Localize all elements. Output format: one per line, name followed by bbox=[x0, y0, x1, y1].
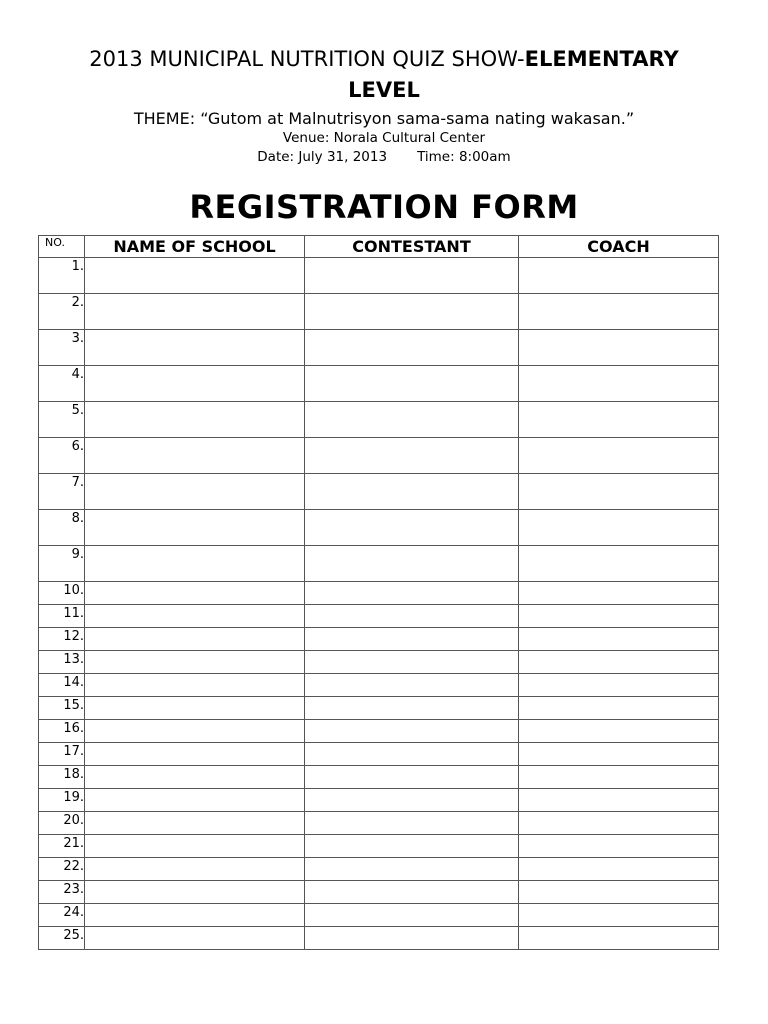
coach-cell[interactable] bbox=[519, 546, 719, 582]
school-name-cell[interactable] bbox=[85, 720, 305, 743]
theme-label: THEME: bbox=[133, 109, 196, 128]
table-row bbox=[39, 651, 719, 674]
contestant-cell[interactable] bbox=[305, 628, 519, 651]
school-name-cell[interactable] bbox=[85, 904, 305, 927]
coach-cell[interactable] bbox=[519, 366, 719, 402]
school-name-cell[interactable] bbox=[85, 881, 305, 904]
table-row bbox=[39, 881, 719, 904]
table-row bbox=[39, 743, 719, 766]
column-header-coach: COACH bbox=[519, 236, 719, 258]
row-number: 5. bbox=[39, 402, 85, 438]
coach-cell[interactable] bbox=[519, 438, 719, 474]
event-title bbox=[0, 44, 768, 75]
row-number: 1. bbox=[39, 258, 85, 294]
coach-cell[interactable] bbox=[519, 628, 719, 651]
event-date: Date: July 31, 2013 bbox=[257, 149, 388, 165]
coach-cell[interactable] bbox=[519, 697, 719, 720]
coach-cell[interactable] bbox=[519, 258, 719, 294]
row-number: 3. bbox=[39, 330, 85, 366]
table-row bbox=[39, 438, 719, 474]
coach-cell[interactable] bbox=[519, 858, 719, 881]
contestant-cell[interactable] bbox=[305, 366, 519, 402]
row-number: 19. bbox=[39, 789, 85, 812]
school-name-cell[interactable] bbox=[85, 402, 305, 438]
coach-cell[interactable] bbox=[519, 766, 719, 789]
theme-line bbox=[0, 109, 768, 129]
row-number: 13. bbox=[39, 651, 85, 674]
event-title-level-line2: LEVEL bbox=[348, 78, 420, 102]
table-row bbox=[39, 294, 719, 330]
coach-cell[interactable] bbox=[519, 835, 719, 858]
contestant-cell[interactable] bbox=[305, 881, 519, 904]
column-header-contestant: CONTESTANT bbox=[305, 236, 519, 258]
table-header-row bbox=[39, 236, 719, 258]
coach-cell[interactable] bbox=[519, 812, 719, 835]
coach-cell[interactable] bbox=[519, 402, 719, 438]
contestant-cell[interactable] bbox=[305, 605, 519, 628]
table-row bbox=[39, 258, 719, 294]
table-row bbox=[39, 674, 719, 697]
registration-table bbox=[38, 235, 719, 950]
table-row bbox=[39, 812, 719, 835]
contestant-cell[interactable] bbox=[305, 546, 519, 582]
event-title-prefix: 2013 MUNICIPAL NUTRITION QUIZ SHOW- bbox=[89, 47, 525, 71]
event-title-level: ELEMENTARY bbox=[524, 47, 679, 71]
coach-cell[interactable] bbox=[519, 294, 719, 330]
row-number: 17. bbox=[39, 743, 85, 766]
contestant-cell[interactable] bbox=[305, 904, 519, 927]
contestant-cell[interactable] bbox=[305, 674, 519, 697]
table-row bbox=[39, 402, 719, 438]
school-name-cell[interactable] bbox=[85, 766, 305, 789]
contestant-cell[interactable] bbox=[305, 582, 519, 605]
date-time-line bbox=[0, 148, 768, 167]
school-name-cell[interactable] bbox=[85, 697, 305, 720]
coach-cell[interactable] bbox=[519, 881, 719, 904]
table-row bbox=[39, 546, 719, 582]
coach-cell[interactable] bbox=[519, 510, 719, 546]
contestant-cell[interactable] bbox=[305, 766, 519, 789]
coach-cell[interactable] bbox=[519, 605, 719, 628]
school-name-cell[interactable] bbox=[85, 510, 305, 546]
school-name-cell[interactable] bbox=[85, 743, 305, 766]
table-row bbox=[39, 330, 719, 366]
school-name-cell[interactable] bbox=[85, 605, 305, 628]
school-name-cell[interactable] bbox=[85, 474, 305, 510]
contestant-cell[interactable] bbox=[305, 438, 519, 474]
contestant-cell[interactable] bbox=[305, 835, 519, 858]
contestant-cell[interactable] bbox=[305, 258, 519, 294]
row-number: 4. bbox=[39, 366, 85, 402]
school-name-cell[interactable] bbox=[85, 258, 305, 294]
school-name-cell[interactable] bbox=[85, 651, 305, 674]
registration-rows bbox=[39, 258, 719, 950]
row-number: 9. bbox=[39, 546, 85, 582]
contestant-cell[interactable] bbox=[305, 510, 519, 546]
table-row bbox=[39, 927, 719, 950]
school-name-cell[interactable] bbox=[85, 582, 305, 605]
row-number: 22. bbox=[39, 858, 85, 881]
school-name-cell[interactable] bbox=[85, 330, 305, 366]
row-number: 25. bbox=[39, 927, 85, 950]
venue-line: Venue: Norala Cultural Center bbox=[282, 130, 486, 146]
coach-cell[interactable] bbox=[519, 720, 719, 743]
school-name-cell[interactable] bbox=[85, 438, 305, 474]
column-header-school: NAME OF SCHOOL bbox=[85, 236, 305, 258]
row-number: 14. bbox=[39, 674, 85, 697]
table-row bbox=[39, 605, 719, 628]
table-row bbox=[39, 510, 719, 546]
contestant-cell[interactable] bbox=[305, 927, 519, 950]
table-row bbox=[39, 366, 719, 402]
contestant-cell[interactable] bbox=[305, 294, 519, 330]
contestant-cell[interactable] bbox=[305, 330, 519, 366]
school-name-cell[interactable] bbox=[85, 812, 305, 835]
school-name-cell[interactable] bbox=[85, 835, 305, 858]
table-row bbox=[39, 858, 719, 881]
table-row bbox=[39, 720, 719, 743]
contestant-cell[interactable] bbox=[305, 720, 519, 743]
coach-cell[interactable] bbox=[519, 474, 719, 510]
row-number: 6. bbox=[39, 438, 85, 474]
coach-cell[interactable] bbox=[519, 330, 719, 366]
row-number: 8. bbox=[39, 510, 85, 546]
row-number: 10. bbox=[39, 582, 85, 605]
school-name-cell[interactable] bbox=[85, 294, 305, 330]
row-number: 24. bbox=[39, 904, 85, 927]
row-number: 15. bbox=[39, 697, 85, 720]
coach-cell[interactable] bbox=[519, 651, 719, 674]
table-row bbox=[39, 474, 719, 510]
theme-text: “Gutom at Malnutrisyon sama-sama nating wakasan.” bbox=[200, 109, 635, 128]
table-row bbox=[39, 628, 719, 651]
event-time: Time: 8:00am bbox=[417, 149, 511, 165]
row-number: 18. bbox=[39, 766, 85, 789]
table-row bbox=[39, 582, 719, 605]
contestant-cell[interactable] bbox=[305, 697, 519, 720]
coach-cell[interactable] bbox=[519, 927, 719, 950]
contestant-cell[interactable] bbox=[305, 743, 519, 766]
school-name-cell[interactable] bbox=[85, 366, 305, 402]
coach-cell[interactable] bbox=[519, 743, 719, 766]
row-number: 21. bbox=[39, 835, 85, 858]
contestant-cell[interactable] bbox=[305, 858, 519, 881]
table-row bbox=[39, 789, 719, 812]
contestant-cell[interactable] bbox=[305, 651, 519, 674]
coach-cell[interactable] bbox=[519, 789, 719, 812]
row-number: 11. bbox=[39, 605, 85, 628]
table-row bbox=[39, 904, 719, 927]
row-number: 16. bbox=[39, 720, 85, 743]
coach-cell[interactable] bbox=[519, 674, 719, 697]
school-name-cell[interactable] bbox=[85, 858, 305, 881]
contestant-cell[interactable] bbox=[305, 402, 519, 438]
row-number: 20. bbox=[39, 812, 85, 835]
contestant-cell[interactable] bbox=[305, 789, 519, 812]
school-name-cell[interactable] bbox=[85, 789, 305, 812]
table-row bbox=[39, 697, 719, 720]
contestant-cell[interactable] bbox=[305, 474, 519, 510]
column-header-no: NO. bbox=[39, 236, 85, 258]
school-name-cell[interactable] bbox=[85, 674, 305, 697]
row-number: 2. bbox=[39, 294, 85, 330]
school-name-cell[interactable] bbox=[85, 628, 305, 651]
contestant-cell[interactable] bbox=[305, 812, 519, 835]
coach-cell[interactable] bbox=[519, 904, 719, 927]
coach-cell[interactable] bbox=[519, 582, 719, 605]
form-title: REGISTRATION FORM bbox=[189, 188, 579, 226]
school-name-cell[interactable] bbox=[85, 927, 305, 950]
row-number: 23. bbox=[39, 881, 85, 904]
row-number: 7. bbox=[39, 474, 85, 510]
row-number: 12. bbox=[39, 628, 85, 651]
table-row bbox=[39, 766, 719, 789]
document-header bbox=[0, 44, 768, 167]
table-row bbox=[39, 835, 719, 858]
school-name-cell[interactable] bbox=[85, 546, 305, 582]
